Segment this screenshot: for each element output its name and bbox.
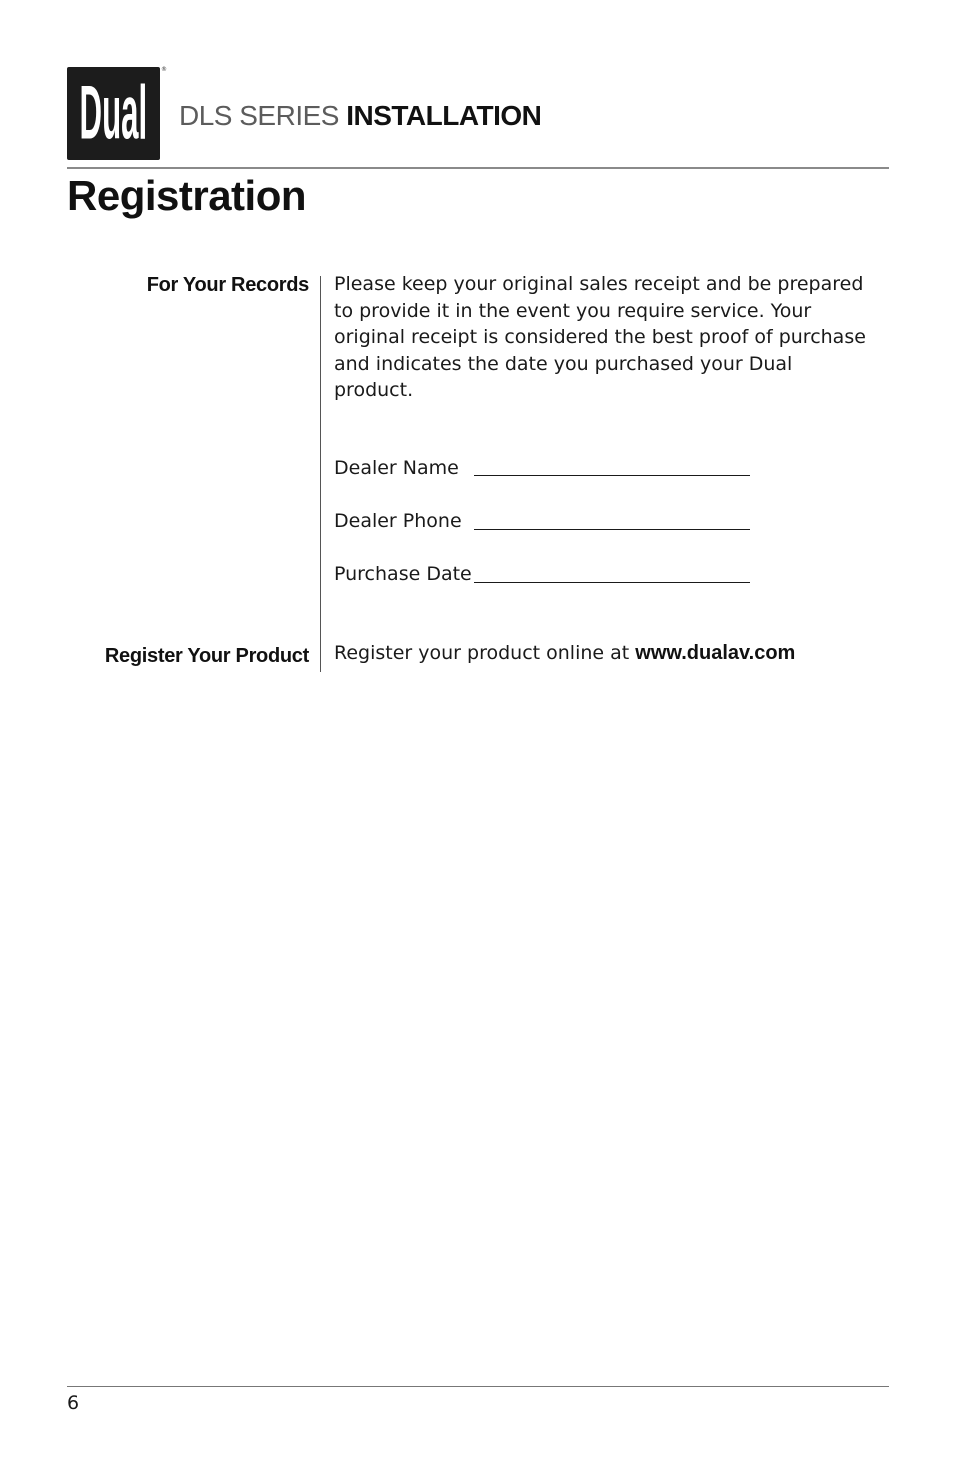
register-text [334,642,795,665]
records-text: Please keep your original sales receipt and be prepared to provide it in the event you require service. Your original receipt is considered the best proof of purchase and indicates the date you purchased your Dual product. [334,273,866,401]
purchase-date-line [474,582,750,583]
series-title [179,100,541,132]
dealer-phone-line [474,529,750,530]
series-name: DLS SERIES [179,100,339,131]
purchase-date-label: Purchase Date [334,563,472,585]
dealer-phone-label: Dealer Phone [334,510,462,532]
column-divider [320,276,321,672]
register-label: Register Your Product [104,645,309,667]
dual-logo [67,67,160,160]
footer-divider [67,1386,889,1387]
dealer-name-label: Dealer Name [334,457,459,479]
register-url-link[interactable]: www.dualav.com [635,642,796,664]
logo-text: Dual [79,71,148,156]
page-title: Registration [67,172,307,219]
register-sentence: Register your product online at [334,642,630,664]
dealer-name-line [474,475,750,476]
series-section: INSTALLATION [346,100,542,131]
records-label: For Your Records [146,274,309,296]
page-number: 6 [67,1392,80,1414]
header-divider [67,167,889,169]
registered-mark: ® [161,66,167,73]
